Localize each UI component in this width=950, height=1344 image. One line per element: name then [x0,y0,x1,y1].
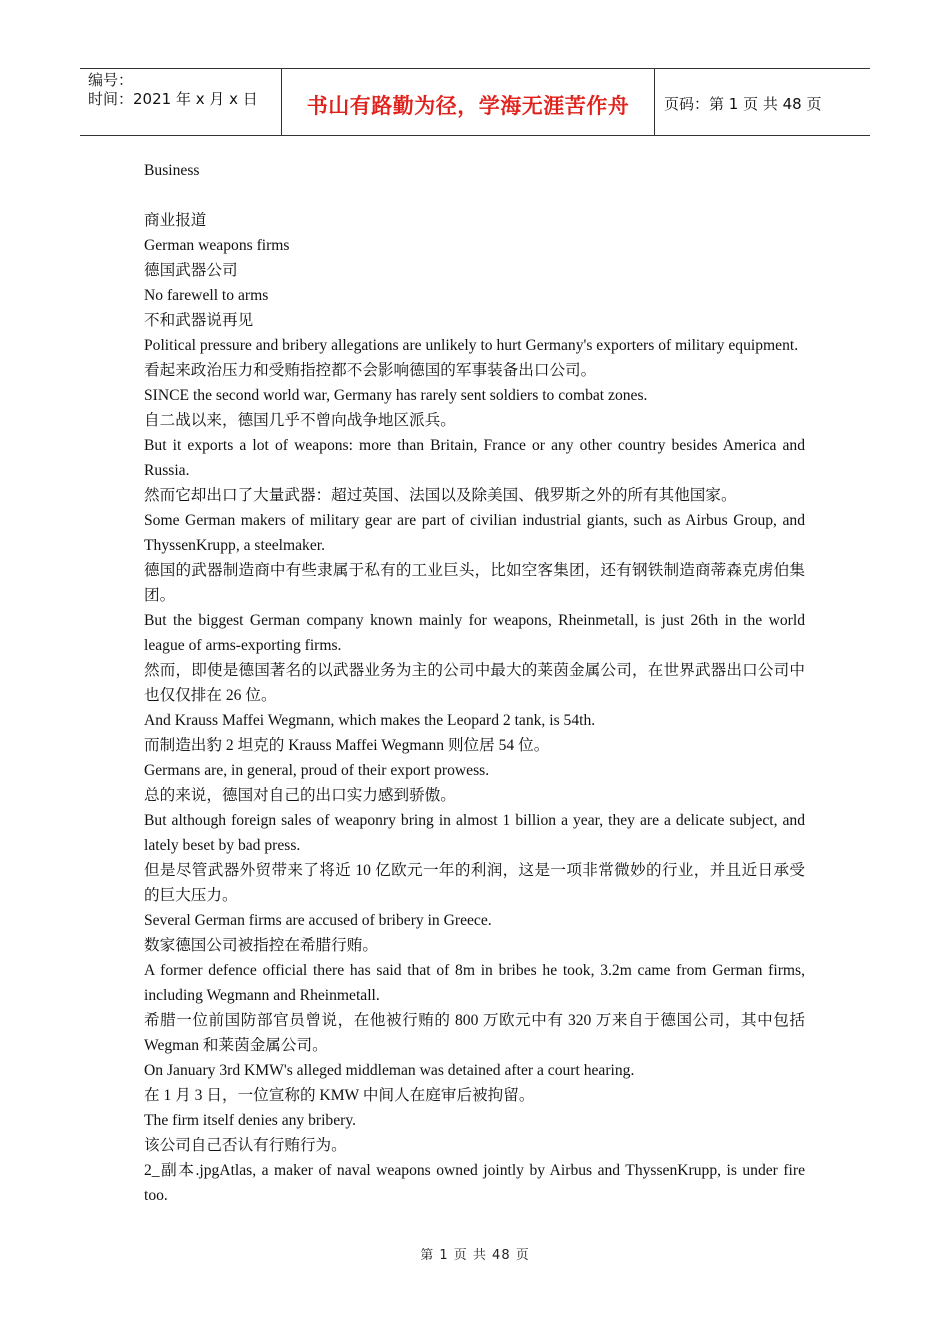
paragraph: 而制造出豹 2 坦克的 Krauss Maffei Wegmann 则位居 54 位。 [144,737,550,754]
paragraph: 自二战以来，德国几乎不曾向战争地区派兵。 [144,412,456,429]
header-page-number: 页码：第 1 页 共 48 页 [664,94,822,113]
header-page-cell [655,69,870,135]
header-meta-cell [80,69,282,135]
paragraph: 商业报道 [144,212,207,229]
paragraph: Several German firms are accused of bribery in Greece. [144,912,492,929]
page-header [80,68,870,136]
paragraph: But the biggest German company known mainly for weapons, Rheinmetall, is just 26th in the world league of arms-exporting firms. [144,612,805,654]
paragraph: A former defence official there has said that of 8m in bribes he took, 3.2m came from German firms, including Wegmann and Rheinmetall. [144,962,805,1004]
blank-line [144,183,805,208]
paragraph: 看起来政治压力和受贿指控都不会影响德国的军事装备出口公司。 [144,362,597,379]
paragraph: 德国武器公司 [144,262,238,279]
paragraph: 德国的武器制造商中有些隶属于私有的工业巨头，比如空客集团，还有钢铁制造商蒂森克虏伯集团。 [144,562,805,604]
paragraph: 但是尽管武器外贸带来了将近 10 亿欧元一年的利润，这是一项非常微妙的行业，并且近日承受的巨大压力。 [144,862,805,904]
paragraph: 该公司自己否认有行贿行为。 [144,1137,347,1154]
paragraph: And Krauss Maffei Wegmann, which makes the Leopard 2 tank, is 54th. [144,712,596,729]
document-body [144,158,805,1208]
paragraph: On January 3rd KMW's alleged middleman was detained after a court hearing. [144,1062,635,1079]
paragraph: Business [144,162,200,179]
paragraph: 数家德国公司被指控在希腊行贿。 [144,937,378,954]
paragraph: No farewell to arms [144,287,269,304]
paragraph: 希腊一位前国防部官员曾说，在他被行贿的 800 万欧元中有 320 万来自于德国公司，其中包括 Wegman 和莱茵金属公司。 [144,1012,805,1054]
paragraph: German weapons firms [144,237,290,254]
document-number-label: 编号： [88,71,134,89]
header-motto-cell [282,69,655,135]
paragraph: 然而它却出口了大量武器：超过英国、法国以及除美国、俄罗斯之外的所有其他国家。 [144,487,737,504]
paragraph: 不和武器说再见 [144,312,254,329]
paragraph: The firm itself denies any bribery. [144,1112,357,1129]
paragraph: But although foreign sales of weaponry bring in almost 1 billion a year, they are a delicate subject, and lately beset by bad press. [144,812,805,854]
document-date-label: 时间：2021 年 x 月 x 日 [88,90,258,108]
paragraph: Political pressure and bribery allegations are unlikely to hurt Germany's exporters of military equipment. [144,337,799,354]
paragraph: Germans are, in general, proud of their export prowess. [144,762,490,779]
paragraph: 在 1 月 3 日，一位宣称的 KMW 中间人在庭审后被拘留。 [144,1087,535,1104]
header-motto: 书山有路勤为径，学海无涯苦作舟 [306,94,630,118]
page-footer: 第 1 页 共 48 页 [420,1248,530,1263]
paragraph: But it exports a lot of weapons: more than Britain, France or any other country besides America and Russia. [144,437,805,479]
paragraph: 总的来说，德国对自己的出口实力感到骄傲。 [144,787,456,804]
paragraph: 2_副本.jpgAtlas, a maker of naval weapons owned jointly by Airbus and ThyssenKrupp, is under fire too. [144,1162,805,1204]
paragraph: SINCE the second world war, Germany has rarely sent soldiers to combat zones. [144,387,648,404]
paragraph: 然而，即使是德国著名的以武器业务为主的公司中最大的莱茵金属公司，在世界武器出口公司中也仅仅排在 26 位。 [144,662,805,704]
paragraph: Some German makers of military gear are part of civilian industrial giants, such as Airbus Group, and ThyssenKrupp, a steelmaker. [144,512,805,554]
